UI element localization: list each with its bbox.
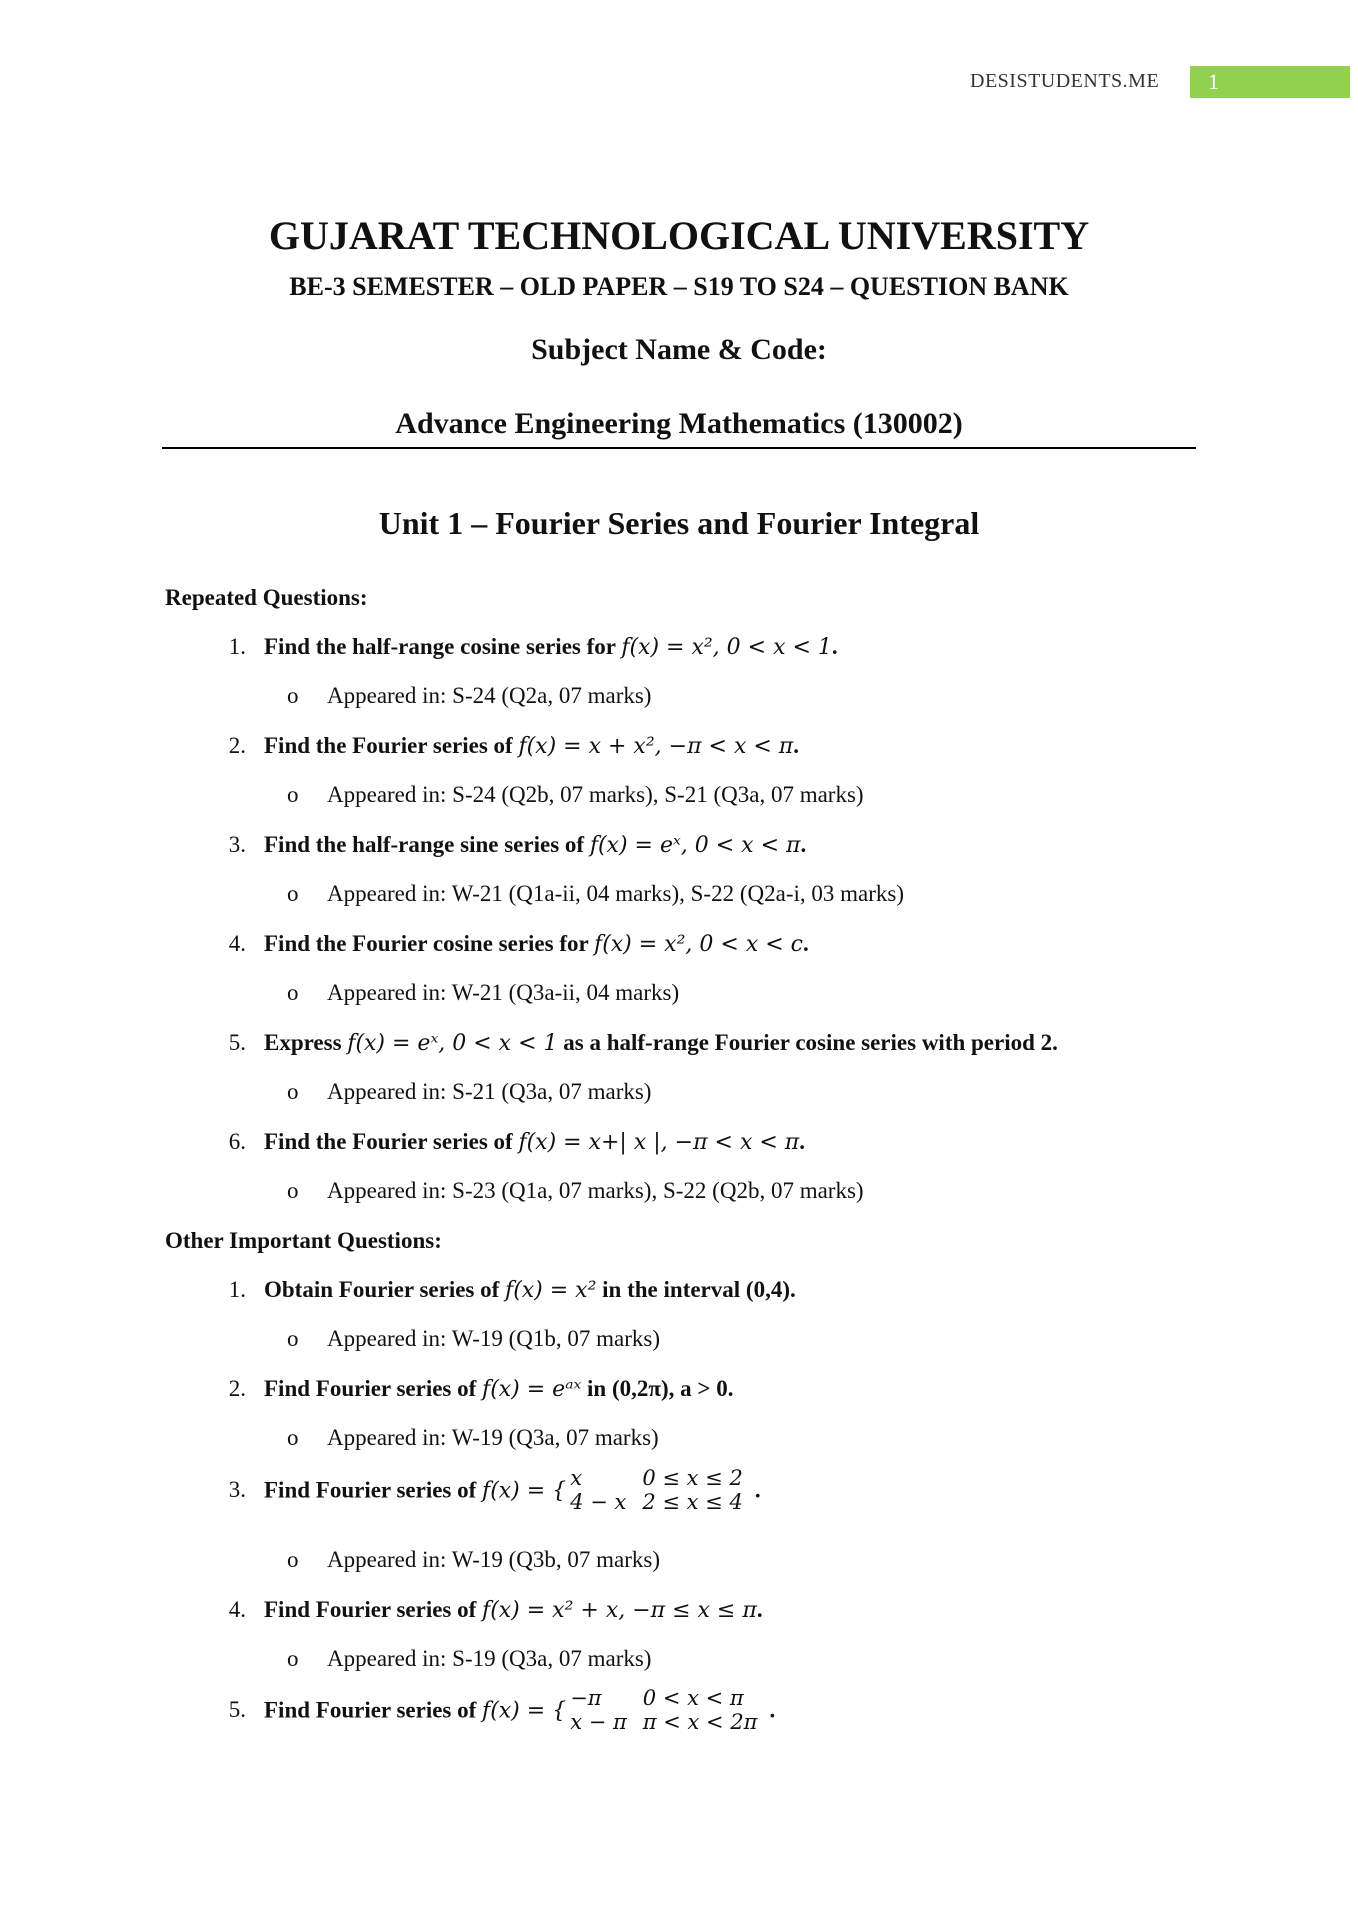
page-title: GUJARAT TECHNOLOGICAL UNIVERSITY xyxy=(268,213,1090,258)
question-item xyxy=(200,1030,1058,1056)
appeared-text: Appeared in: S-23 (Q1a, 07 marks), S-22 (Q2b, 07 marks) xyxy=(327,1178,864,1203)
bullet-marker: o xyxy=(287,881,299,906)
appeared-line xyxy=(287,1326,660,1352)
subject-label: Subject Name & Code: xyxy=(531,333,827,366)
question-number: 6. xyxy=(228,1129,246,1154)
piece-expression: −π xyxy=(570,1686,602,1710)
appeared-text: Appeared in: S-19 (Q3a, 07 marks) xyxy=(327,1646,652,1671)
page-number-badge: 1 xyxy=(1190,66,1350,98)
question-number: 3. xyxy=(228,1477,246,1503)
appeared-text: Appeared in: W-21 (Q1a-ii, 04 marks), S-22 (Q2a-i, 03 marks) xyxy=(327,881,904,906)
piece-condition: 2 ≤ x ≤ 4 xyxy=(642,1490,743,1514)
question-text: Find the half-range cosine series for xyxy=(264,634,622,659)
appeared-line xyxy=(287,1547,660,1573)
bullet-marker: o xyxy=(287,1079,299,1104)
bullet-marker: o xyxy=(287,1646,299,1671)
question-math: f(x) = x² xyxy=(505,1278,597,1303)
bullet-marker: o xyxy=(287,1326,299,1351)
question-item xyxy=(200,1688,775,1736)
bullet-marker: o xyxy=(287,683,299,708)
question-suffix: in the interval (0,4). xyxy=(596,1277,796,1302)
question-math: f(x) = eˣ, 0 < x < π xyxy=(589,833,801,858)
bullet-marker: o xyxy=(287,980,299,1005)
unit-title: Unit 1 – Fourier Series and Fourier Integral xyxy=(378,505,980,541)
question-number: 5. xyxy=(228,1697,246,1723)
appeared-line xyxy=(287,980,679,1006)
piecewise-function xyxy=(566,1466,755,1514)
appeared-text: Appeared in: W-19 (Q3b, 07 marks) xyxy=(327,1547,660,1572)
question-number: 2. xyxy=(228,1376,246,1401)
question-item xyxy=(200,1277,796,1303)
question-text: Find Fourier series of xyxy=(264,1376,483,1401)
question-text: Find the half-range sine series of xyxy=(264,832,590,857)
question-math: f(x) = x², 0 < x < c xyxy=(594,932,803,957)
piece-condition: π < x < 2π xyxy=(642,1710,758,1734)
question-math: f(x) = x+| x |, −π < x < π xyxy=(518,1130,800,1155)
question-suffix: in (0,2π), a > 0. xyxy=(581,1376,734,1401)
piece-expression: x xyxy=(570,1466,583,1490)
question-item xyxy=(200,1376,734,1402)
question-math: f(x) = { xyxy=(482,1698,567,1724)
question-number: 4. xyxy=(228,931,246,956)
appeared-line xyxy=(287,1178,864,1204)
piece-condition: 0 ≤ x ≤ 2 xyxy=(642,1466,743,1490)
site-name: DESISTUDENTS.ME xyxy=(970,70,1160,92)
question-math: f(x) = eᵃˣ xyxy=(482,1377,582,1402)
question-suffix: . xyxy=(756,1597,763,1622)
question-text: Find the Fourier cosine series for xyxy=(264,931,595,956)
question-item xyxy=(200,1597,763,1623)
question-item xyxy=(200,733,799,759)
question-item xyxy=(200,931,809,957)
question-suffix: . xyxy=(831,634,838,659)
question-number: 5. xyxy=(228,1030,246,1055)
question-number: 2. xyxy=(228,733,246,758)
bullet-marker: o xyxy=(287,782,299,807)
question-item xyxy=(200,832,806,858)
question-suffix: . xyxy=(793,733,799,758)
subject-name: Advance Engineering Mathematics (130002) xyxy=(395,407,963,440)
appeared-text: Appeared in: W-21 (Q3a-ii, 04 marks) xyxy=(327,980,680,1005)
question-suffix: . xyxy=(799,1129,805,1154)
question-number: 1. xyxy=(228,1277,246,1302)
question-math: f(x) = x + x², −π < x < π xyxy=(518,734,794,759)
appeared-line xyxy=(287,1425,659,1451)
question-suffix: . xyxy=(800,832,807,857)
question-math: f(x) = { xyxy=(482,1478,567,1504)
question-item xyxy=(200,1468,761,1516)
question-suffix: . xyxy=(754,1477,761,1503)
divider-rule xyxy=(162,447,1196,449)
question-number: 1. xyxy=(228,634,246,659)
question-number: 3. xyxy=(228,832,246,857)
bullet-marker: o xyxy=(287,1178,299,1203)
question-suffix: as a half-range Fourier cosine series with period 2. xyxy=(557,1030,1058,1055)
question-item xyxy=(200,1129,805,1155)
appeared-line xyxy=(287,683,651,709)
appeared-text: Appeared in: W-19 (Q3a, 07 marks) xyxy=(327,1425,659,1450)
section-heading-other: Other Important Questions: xyxy=(165,1228,442,1253)
question-text: Find Fourier series of xyxy=(264,1697,483,1723)
question-text: Find the Fourier series of xyxy=(264,1129,519,1154)
question-text: Find the Fourier series of xyxy=(264,733,519,758)
piece-expression: x − π xyxy=(570,1710,627,1734)
appeared-line xyxy=(287,1646,651,1672)
piece-condition: 0 < x < π xyxy=(642,1686,744,1710)
appeared-line xyxy=(287,782,864,808)
question-math: f(x) = x² + x, −π ≤ x ≤ π xyxy=(482,1598,757,1623)
question-text: Find Fourier series of xyxy=(264,1477,483,1503)
bullet-marker: o xyxy=(287,1425,299,1450)
question-text: Obtain Fourier series of xyxy=(264,1277,506,1302)
question-number: 4. xyxy=(228,1597,246,1622)
appeared-text: Appeared in: W-19 (Q1b, 07 marks) xyxy=(327,1326,660,1351)
piece-expression: 4 − x xyxy=(570,1490,627,1514)
question-math: f(x) = eˣ, 0 < x < 1 xyxy=(347,1031,558,1056)
question-suffix: . xyxy=(769,1697,776,1723)
piecewise-function xyxy=(566,1686,769,1734)
appeared-line xyxy=(287,881,904,907)
appeared-line xyxy=(287,1079,651,1105)
bullet-marker: o xyxy=(287,1547,299,1572)
appeared-text: Appeared in: S-24 (Q2b, 07 marks), S-21 (Q3a, 07 marks) xyxy=(327,782,864,807)
appeared-text: Appeared in: S-21 (Q3a, 07 marks) xyxy=(327,1079,652,1104)
appeared-text: Appeared in: S-24 (Q2a, 07 marks) xyxy=(327,683,652,708)
page-subtitle: BE-3 SEMESTER – OLD PAPER – S19 TO S24 – QUESTION BANK xyxy=(289,272,1069,301)
question-suffix: . xyxy=(802,931,809,956)
question-item xyxy=(200,634,838,660)
question-text: Find Fourier series of xyxy=(264,1597,483,1622)
question-math: f(x) = x², 0 < x < 1 xyxy=(621,635,832,660)
question-text: Express xyxy=(264,1030,348,1055)
section-heading-repeated: Repeated Questions: xyxy=(165,585,368,610)
